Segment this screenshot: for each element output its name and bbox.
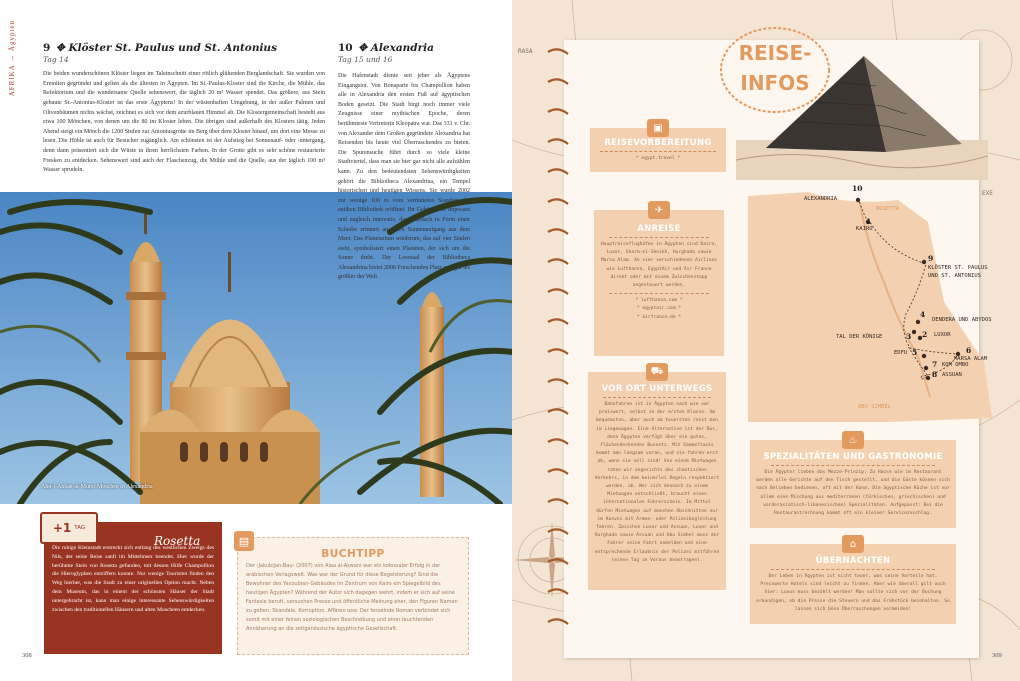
map-stop-number: 1 xyxy=(866,217,872,226)
map-stop-number: 4 xyxy=(920,310,926,319)
card-text: Die Ägypter lieben das Mezze-Prinzip: Zu Hause wie im Restaurant werden alle Gerichte auf den Tisch gestellt, und die Gäste können sich nach Belieben bedienen, oft mit der Hand. Die ägyptische Küche ist vor allem eine Mischung aus mediterranen (türkischen, griechischen) und vorderasiatisch-libanesischen) Spezialitäten. Aufgepasst: Bei die Restaurantrechnung kommt oft ein kleiner Servicezuschlag. xyxy=(756,470,950,517)
map-stop-label: KLÖSTER ST. PAULUS UND ST. ANTONIUS xyxy=(928,265,988,279)
book-tip-title: BUCHTIPP xyxy=(321,548,385,560)
book-tip-text: Der ›Jakubijan-Bau‹ (2007) von Alaa al-Aswani war ein kolossaler Erfolg in der arabischen Verlagswelt. Was war der Grund für diese Begeisterung? Sind die Bewohner des Yacoubian-Gebäudes im Zentrum von Kairo ein Spiegelbild des heutigen Ägypten? Während der Autor sich dagegen wehrt, indem er sich auf seine Fantasie beruft, versuchen Presse und öffentliche Meinung eher, den Figuren Namen zu geben. Skandale, Korruption, Affären usw. Der fesselnde Roman verbindet sich somit mit einer feinen soziologischen Beschreibung und einer leuchtenden Annäherung an die zeitgenössische ägyptische Gesellschaft. xyxy=(246,563,458,632)
stamp-line1: REISE- xyxy=(738,41,812,65)
map-stop-number: 3 xyxy=(906,332,912,341)
map-stop-number: 5 xyxy=(912,348,918,357)
card-reisevorbereitung xyxy=(590,122,726,172)
running-head: AFRIKA → Ägypten xyxy=(8,20,16,97)
plus-one-day-tag xyxy=(40,512,98,544)
map-stop-number: 10 xyxy=(852,184,863,193)
section-title: Alexandria xyxy=(370,42,434,54)
star-icon: ✥ xyxy=(55,42,65,54)
book-tip-box xyxy=(237,534,469,655)
map-stop-label: KOM OMBO xyxy=(942,362,969,368)
map-stop-number: 6 xyxy=(966,346,972,355)
section-title: Klöster St. Paulus und St. Antonius xyxy=(68,42,277,54)
card-text: Der Leben in Ägypten ist nicht teuer, was seine Vorteile hat. Preiswerte Hotels sind leicht zu finden. Aber wie überall gilt auch hier: Luxus muss bezahlt werden! Man sollte sich vor der Buchung erkundigen, ob die Preise die Steuern und das Frühstück beinhalten. So lassen sich böse Überraschungen vermeiden! xyxy=(756,574,950,612)
card-title: VOR ORT UNTERWEGS xyxy=(601,384,713,394)
map-label-bg: EXE xyxy=(982,190,993,197)
house-icon: ⌂ xyxy=(842,535,864,553)
section-text: Die beiden wunderschönen Klöster liegen im Taleinschnitt einer rötlich glühenden Berglandschaft. Sie wurden von Eremiten gegründet und gelten als die ältesten in Ägypten. Im St.-Paulus-Kloster sind die Kirche, die Mühle, das Refektorium und die wundersame Quelle sehenswert, die täglich 20 m³ Wasser spendet. Das größere, aus Stein gebaute St.-Antonius-Kloster ist das erste Ägyptens! In der wüstenhaften Umgebung, in der außer Palmen und Olivenbäumen nichts wächst, zeichnet es sich vor dem azurblauen Himmel ab. Die Klostergemeinschaft besteht aus etwa 100 Mönchen, von denen um die 80 im Kloster leben. Die übrigen sind außerhalb des Klosters tätig. Jeden Abend steigt ein Mönch die 1200 Stufen zur Antoniusgrotte im Berg über dem Kloster hinauf, um dort eine Messe zu lesen. Die Höhle ist auch für Besucher zugänglich. Am schönsten ist der Aufstieg bei Sonnenauf- oder -untergang, denn dann präsentiert sich die Wüste in ihren herrlichsten Farben. In der Grotte gibt es sehr schöne restaurierte Fresken zu entdecken. Sehenswert sind auch der Flaschenzug, die Mühle und die Quelle, aus der täglich 100 m³ Wasser sprudeln. xyxy=(43,71,325,174)
section-day: Tag 15 und 16 xyxy=(338,54,393,64)
right-page xyxy=(512,0,1020,681)
card-spezialitaeten xyxy=(750,434,956,528)
photo-caption: Abu-l-Abbas-al-Mursi-Moschee in Alexandria xyxy=(41,484,153,490)
cooking-pot-icon: ♨ xyxy=(842,431,864,449)
map-stop-label: EDFU xyxy=(894,350,908,356)
rosetta-text: Die ruhige Kleinstadt erstreckt sich entlang des westlichen Zweigs des Nils, der seine Reise sanft im Mittelmeer beendet. Hier wurde der berühmte Stein von Rosetta gefunden, mit dessen Hilfe Champollion die Hieroglyphen entziffern konnte. Nur wenige Touristen finden den Weg hierher, was die Stadt zu einer originellen Option macht. Neben dem Museum, das in einem der schönsten Häuser der Stadt untergebracht ist, kann man einige interessante Sehenswürdigkeiten zwischen den traditionellen Häusern und alten Moscheen entdecken. xyxy=(52,545,214,613)
card-link[interactable]: * egypt.travel * xyxy=(635,156,681,161)
passport-icon: ▣ xyxy=(647,119,669,137)
map-stop-number: 9 xyxy=(928,254,934,263)
egypt-route-map xyxy=(748,182,998,424)
map-stop-number: 8 xyxy=(932,370,938,379)
section-alexandria-body xyxy=(338,72,470,283)
card-title: ÜBERNACHTEN xyxy=(815,556,891,566)
stamp-line2: INFOS xyxy=(740,71,810,95)
card-title: REISEVORBEREITUNG xyxy=(604,138,712,148)
book-icon: ▤ xyxy=(234,531,254,551)
section-number: 10 xyxy=(338,42,353,54)
map-label-bg: RASA xyxy=(518,48,533,55)
page-number: 309 xyxy=(992,652,1002,659)
tag-label: TAG xyxy=(74,525,86,531)
spiral-binding xyxy=(540,40,570,660)
card-title: SPEZIALITÄTEN UND GASTRONOMIE xyxy=(763,452,943,462)
card-link[interactable]: * airfrance.de * xyxy=(636,314,682,320)
section-text: Die Hafenstadt diente seit jeher als Ägyptens Eingangstor. Von Bonaparte bis Champollion haben alle in Alexandria den ersten Fuß auf ägyptischen Boden gesetzt. Die Stadt birgt noch immer viele Zeugnisse einer mythischen Epoche, deren berühmteste Vertreterin Kleopatra war. Das 331 v. Chr. von Alexander dem Großen gegründete Alexandria hat Reisenden bis heute viel Überraschendes zu bieten. Die Spurensuche führt durch so viele kleine Stadtviertel, dass man sie hier gar nicht alle aufzählen kann. Zu den bedeutendsten Sehenswürdigkeiten gehört die Bibliotheca Alexandrina, ein Tempel historischen und heutigen Wissens. Sie wurde 2002 nur wenige 100 m vom vermuteten Standort der antiken Bibliothek eröffnet. Ihr Gebäude ist imposant und zugleich innovativ, das Glasdach in Form einer Scheibe erinnert an einen Sonnenaufgang aus dem Meer. Das Planetarium wiederum, das auf vier Säulen steht, symbolisiert einen Planeten, der sich um die Sonne dreht. Der Lesesaal der Bibliotheca Alexandrina bietet 2000 Forschenden Platz und gilt als größter der Welt. xyxy=(338,73,470,281)
pyramid-illustration xyxy=(736,52,988,180)
card-text: Bahnfahren ist in Ägypten nach wie vor preiswert, selbst in der ersten Klasse. Am bequemsten, aber auch am teuersten reist man im Liegewagen. Eine Alternative ist der Bus, denn Ägypten verfügt über ein gutes, flächendeckendes Busnetz. Mit Sammeltaxis kommt man langsam voran, und sie fahren erst ab, wenn sie voll sind! Von einem Mietwagen raten wir angesichts des chaotischen Verkehrs, in dem keinerlei Regeln respektiert werden, ab. Wer sich dennoch zu einem Mietwagen entschließt, braucht einen internationalen Führerschein. Im Mittel dürfen Mietwagen auf manchen Abschnitten nur im Konvoi mit Armee- oder Polizeibegleitung fahren. Zwischen Luxor und Assuan, Luxor und Hurghada sowie Assuan und Abu Simbel muss der Fahrer seine Fahrt anmelden und eine entsprechende Erlaubnis der Polizei mitführen (einen Tag im Voraus beantragen). xyxy=(594,402,720,563)
section-alexandria xyxy=(338,44,470,70)
map-stop-label: KAIRO xyxy=(856,226,873,232)
card-link[interactable]: * egyptair.com * xyxy=(636,306,682,312)
section-monasteries xyxy=(43,44,325,176)
map-stop-label: ALEXANDRIA xyxy=(804,196,838,202)
card-text: Hauptreiseflughäfen in Ägypten sind Kairo, Luxor, Sharm-el-Sheikh, Hurghada sowie Marsa Alam. An vier verschiedenen Airlines wie Lufthansa, EgyptAir und Air France direkt oder mit einem Zwischenstopp angesteuert werden. xyxy=(600,242,718,289)
section-number: 9 xyxy=(43,42,51,54)
section-day: Tag 14 xyxy=(43,54,69,64)
section-alexandria-heading xyxy=(338,44,470,54)
map-stop-label: ROSETTA xyxy=(876,206,900,212)
car-icon: ⛟ xyxy=(646,363,668,381)
page-number: 308 xyxy=(22,652,32,659)
card-link[interactable]: * lufthansa.com * xyxy=(635,298,683,304)
map-stop-label: DENDERA UND ABYDOS xyxy=(932,317,992,323)
map-stop-label: MARSA ALAM xyxy=(954,356,988,362)
map-stop-number: 2 xyxy=(922,330,928,339)
tag-plus: +1 xyxy=(52,521,72,535)
card-vor-ort xyxy=(588,365,726,590)
map-stop-number: 7 xyxy=(932,360,938,369)
section-monasteries-heading xyxy=(43,44,325,54)
rosetta-title: Rosetta xyxy=(154,534,201,548)
card-anreise xyxy=(594,204,724,356)
map-stop-label: ABU SIMBEL xyxy=(858,404,892,410)
map-stop-label: ASSUAN xyxy=(942,372,962,378)
map-stop-label: TAL DER KÖNIGE xyxy=(836,334,883,340)
map-stop-label: LUXOR xyxy=(934,332,951,338)
card-uebernachten xyxy=(750,538,956,624)
card-title: ANREISE xyxy=(637,224,681,234)
rosetta-box xyxy=(44,522,222,654)
airplane-icon: ✈ xyxy=(648,201,670,219)
star-icon: ✥ xyxy=(358,42,368,54)
